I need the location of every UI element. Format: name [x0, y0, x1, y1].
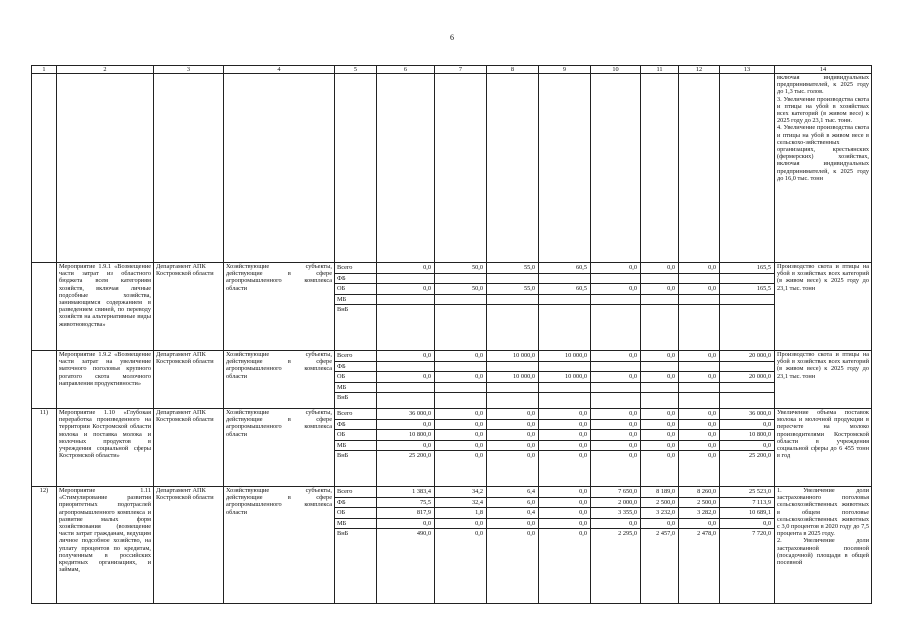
funding-sources	[335, 263, 377, 351]
header-cell: 6	[377, 66, 435, 74]
header-cell: 4	[224, 66, 335, 74]
amount-value: 0,0	[591, 409, 640, 420]
amount-value	[487, 274, 538, 285]
funding-source-label: ОБ	[335, 284, 376, 295]
amount-c9	[539, 263, 591, 351]
header-cell: 11	[641, 66, 679, 74]
amount-value: 34,2	[435, 487, 486, 498]
header-cell: 7	[435, 66, 487, 74]
amount-value	[591, 393, 640, 403]
amount-c11	[641, 487, 679, 604]
amount-value	[377, 362, 434, 373]
amount-value: 0,0	[539, 409, 590, 420]
amount-value: 0,0	[641, 441, 678, 452]
amount-c12	[679, 487, 720, 604]
amount-value	[377, 295, 434, 306]
funding-source-label: МБ	[335, 441, 376, 452]
amount-value	[487, 393, 538, 403]
amount-value: 3 355,0	[591, 508, 640, 519]
amount-c10	[591, 351, 641, 409]
executor: Департамент АПК Костромской области	[154, 263, 224, 351]
participants: Хозяйствующие субъекты, действующие в сфере агропромышленного комплекса области	[224, 487, 335, 604]
amount-value	[641, 383, 678, 394]
amount-value: 0,0	[591, 284, 640, 295]
amount-c12	[679, 351, 720, 409]
amount-value: 0,0	[641, 519, 678, 530]
funding-source-label: ВнБ	[337, 394, 349, 401]
amount-value: 0,0	[629, 452, 637, 459]
amount-value: 6,0	[487, 498, 538, 509]
amount-value: 55,0	[487, 263, 538, 274]
event-name: Мероприятие 1.11 «Стимулирование развития приоритетных подотраслей агропромышленного комплекса и развитие малых форм хозяйствования (возмещение части затрат гражданам, ведущим личное подсобное хозяйство, на уплату процентов по кредитам, полученным в российских кредитных организациях, и займам,	[57, 487, 154, 604]
amount-value: 0,0	[377, 284, 434, 295]
funding-sources	[335, 409, 377, 487]
executor: Департамент АПК Костромской области	[154, 487, 224, 604]
amount-value	[720, 362, 774, 373]
header-cell: 8	[487, 66, 539, 74]
amount-value: 0,0	[377, 351, 434, 362]
table-row	[32, 263, 872, 351]
amount-value	[435, 295, 486, 306]
funding-source-label: ФБ	[335, 274, 376, 285]
header-row	[32, 66, 872, 74]
amount-c7	[435, 263, 487, 351]
amount-value	[539, 362, 590, 373]
amount-value: 817,9	[377, 508, 434, 519]
amount-value: 0,0	[708, 452, 716, 459]
amount-value	[377, 393, 434, 403]
amount-value: 7 720,0	[752, 530, 771, 537]
amount-value	[641, 362, 678, 373]
amount-value: 10 689,1	[720, 508, 774, 519]
amount-value: 60,5	[539, 263, 590, 274]
amount-value: 2 478,0	[697, 530, 716, 537]
amount-value: 3 232,0	[641, 508, 678, 519]
amount-c9	[539, 409, 591, 487]
amount-value: 0,0	[539, 441, 590, 452]
table-row	[32, 409, 872, 487]
header-cell: 9	[539, 66, 591, 74]
continuation-row	[32, 74, 872, 263]
participants: Хозяйствующие субъекты, действующие в сфере агропромышленного комплекса области	[224, 263, 335, 351]
amount-value	[435, 393, 486, 403]
amount-value: 0,0	[591, 519, 640, 530]
amount-value: 36 000,0	[377, 409, 434, 420]
cont-cell-empty	[224, 74, 335, 263]
result-cell: Производство скота и птицы на убой в хозяйствах всех категорий (в живом весе) к 2025 году до 23,1 тыс. тонн	[775, 351, 872, 409]
table-row	[32, 487, 872, 604]
participants: Хозяйствующие субъекты, действующие в сфере агропромышленного комплекса области	[224, 409, 335, 487]
amount-value	[539, 305, 590, 315]
amount-c10	[591, 487, 641, 604]
amount-value: 0,0	[539, 487, 590, 498]
amount-value	[641, 305, 678, 315]
amount-c7	[435, 351, 487, 409]
amount-c6	[377, 409, 435, 487]
amount-value: 7 113,9	[720, 498, 774, 509]
amount-c8	[487, 351, 539, 409]
amount-c7	[435, 487, 487, 604]
amount-value: 0,0	[591, 263, 640, 274]
funding-source-label: ФБ	[335, 420, 376, 431]
amount-value	[679, 274, 719, 285]
amount-c12	[679, 263, 720, 351]
cont-cell-empty	[57, 74, 154, 263]
amount-value: 8 189,0	[641, 487, 678, 498]
amount-c6	[377, 351, 435, 409]
amount-value: 0,0	[527, 530, 535, 537]
amount-value: 0,0	[377, 441, 434, 452]
amount-value: 0,0	[641, 372, 678, 383]
amount-value	[435, 362, 486, 373]
amount-value: 2 500,0	[641, 498, 678, 509]
amount-value	[720, 274, 774, 285]
amount-value: 10 800,0	[720, 430, 774, 441]
amount-c9	[539, 351, 591, 409]
funding-source-label: ФБ	[335, 498, 376, 509]
amount-value: 10 000,0	[487, 351, 538, 362]
amount-value: 0,0	[487, 430, 538, 441]
amount-value: 10 000,0	[539, 351, 590, 362]
amount-value: 1,8	[435, 508, 486, 519]
amount-c8	[487, 487, 539, 604]
amount-value: 0,0	[667, 452, 675, 459]
cont-cell-empty	[32, 74, 57, 263]
executor: Департамент АПК Костромской области	[154, 409, 224, 487]
cont-cell-empty	[487, 74, 539, 263]
amount-value: 165,5	[720, 284, 774, 295]
amount-value: 0,0	[579, 530, 587, 537]
amount-value	[641, 274, 678, 285]
amount-c8	[487, 263, 539, 351]
amount-value: 0,0	[487, 420, 538, 431]
amount-value: 0,0	[641, 263, 678, 274]
funding-source-label: ОБ	[335, 372, 376, 383]
amount-value: 50,0	[435, 263, 486, 274]
amount-value: 0,0	[487, 519, 538, 530]
header-cell: 2	[57, 66, 154, 74]
result-cell: Производство скота и птицы на убой в хозяйствах всех категорий (в живом весе) к 2025 году до 23,1 тыс. тонн	[775, 263, 872, 351]
amount-c12	[679, 409, 720, 487]
amount-value	[591, 383, 640, 394]
funding-sources	[335, 487, 377, 604]
amount-value: 0,0	[720, 519, 774, 530]
amount-value: 75,5	[377, 498, 434, 509]
funding-source-label: Всего	[335, 351, 376, 362]
program-table	[31, 65, 872, 604]
amount-value	[679, 393, 719, 403]
amount-value: 165,5	[720, 263, 774, 274]
amount-value	[435, 274, 486, 285]
amount-value	[377, 305, 434, 315]
amount-value: 2 000,0	[591, 498, 640, 509]
amount-value: 0,0	[377, 372, 434, 383]
amount-c7	[435, 409, 487, 487]
page-number: 6	[450, 33, 454, 42]
amount-c6	[377, 263, 435, 351]
amount-value: 50,0	[435, 284, 486, 295]
cont-cell-empty	[591, 74, 641, 263]
funding-source-label: Всего	[335, 263, 376, 274]
amount-value: 0,0	[679, 372, 719, 383]
amount-value: 0,0	[641, 351, 678, 362]
funding-source-label: ВнБ	[337, 452, 349, 459]
amount-value: 0,0	[591, 420, 640, 431]
header-cell: 5	[335, 66, 377, 74]
amount-value: 10 000,0	[539, 372, 590, 383]
amount-value	[720, 383, 774, 394]
amount-value: 10 800,0	[377, 430, 434, 441]
amount-value: 0,0	[487, 441, 538, 452]
amount-value: 0,0	[377, 263, 434, 274]
amount-value: 0,0	[435, 409, 486, 420]
funding-source-label: ВнБ	[337, 306, 349, 313]
amount-value: 55,0	[487, 284, 538, 295]
cont-cell-empty	[435, 74, 487, 263]
amount-value: 0,0	[475, 530, 483, 537]
amount-value	[487, 305, 538, 315]
cont-cell-empty	[539, 74, 591, 263]
row-number: 11)	[32, 409, 57, 487]
amount-value	[641, 295, 678, 306]
amount-value: 0,0	[435, 420, 486, 431]
amount-value: 0,0	[539, 508, 590, 519]
amount-c13	[720, 409, 775, 487]
funding-source-label: Всего	[335, 487, 376, 498]
amount-c13	[720, 351, 775, 409]
cont-cell-empty	[679, 74, 720, 263]
amount-value: 0,0	[539, 430, 590, 441]
amount-value: 0,0	[435, 430, 486, 441]
executor: Департамент АПК Костромской области	[154, 351, 224, 409]
cont-cell-empty	[377, 74, 435, 263]
amount-value: 3 282,0	[679, 508, 719, 519]
amount-value	[720, 305, 774, 315]
amount-value: 0,0	[679, 519, 719, 530]
amount-value: 20 000,0	[720, 351, 774, 362]
amount-value: 60,5	[539, 284, 590, 295]
amount-value: 0,0	[641, 409, 678, 420]
amount-value: 10 000,0	[487, 372, 538, 383]
header-cell: 10	[591, 66, 641, 74]
amount-value: 0,0	[679, 284, 719, 295]
amount-value: 0,0	[641, 420, 678, 431]
header-cell: 14	[775, 66, 872, 74]
amount-value	[679, 383, 719, 394]
row-number	[32, 351, 57, 409]
amount-value	[377, 383, 434, 394]
funding-source-label: МБ	[335, 383, 376, 394]
amount-value: 0,0	[591, 441, 640, 452]
header-cell: 12	[679, 66, 720, 74]
participants: Хозяйствующие субъекты, действующие в сфере агропромышленного комплекса области	[224, 351, 335, 409]
amount-value	[591, 362, 640, 373]
amount-value: 0,0	[435, 441, 486, 452]
amount-value: 32,4	[435, 498, 486, 509]
funding-source-label: ОБ	[335, 508, 376, 519]
amount-value: 0,0	[377, 519, 434, 530]
amount-c9	[539, 487, 591, 604]
amount-value: 0,0	[539, 498, 590, 509]
amount-value: 0,0	[720, 441, 774, 452]
amount-value: 0,0	[475, 452, 483, 459]
event-name: Мероприятие 1.9.1 «Возмещение части затрат из областного бюджета всем категориям хозяйств, включая личные подсобные хозяйства, занимающимся содержанием в разведением свиней, по переводу хозяйств на альтернативные виды животноводства»	[57, 263, 154, 351]
amount-c6	[377, 487, 435, 604]
amount-value: 2 295,0	[618, 530, 637, 537]
amount-value: 0,0	[679, 430, 719, 441]
amount-value: 0,0	[435, 372, 486, 383]
amount-c8	[487, 409, 539, 487]
amount-c11	[641, 351, 679, 409]
amount-value: 0,0	[679, 441, 719, 452]
header-cell: 3	[154, 66, 224, 74]
amount-value: 6,4	[487, 487, 538, 498]
amount-value: 0,0	[527, 452, 535, 459]
amount-value: 2 457,0	[656, 530, 675, 537]
amount-value: 25 200,0	[408, 452, 431, 459]
amount-value: 36 000,0	[720, 409, 774, 420]
amount-value	[679, 295, 719, 306]
funding-source-label: ОБ	[335, 430, 376, 441]
amount-value: 0,0	[487, 409, 538, 420]
amount-value: 25 200,0	[748, 452, 771, 459]
amount-value: 0,0	[377, 420, 434, 431]
result-cell: Увеличение объема поставок молока и молочной продукции в пересчете на молоко производителями Костромской области в учреждения социальной сферы до 6 455 тонн в год	[775, 409, 872, 487]
amount-value: 0,0	[641, 284, 678, 295]
amount-value	[435, 305, 486, 315]
result-cell: включая индивидуальных предпринимателей, к 2025 году до 1,3 тыс. голов. 3. Увеличение производства скота и птицы на убой в хозяйствах всех категорий (в живом весе) к 2025 году до 23,1 тыс. тонн. 4. Увеличение производства скота и птицы на убой в живом весе в сельскохо-зяйственных организациях, крестьянских (фермерских) хозяйствах, включая индивидуальных предпринимателей, к 2025 году до 16,0 тыс. тонн	[775, 74, 872, 263]
header-cell: 13	[720, 66, 775, 74]
amount-value: 0,0	[679, 351, 719, 362]
amount-value	[591, 295, 640, 306]
amount-c13	[720, 487, 775, 604]
amount-value: 2 500,0	[679, 498, 719, 509]
amount-value: 0,0	[591, 430, 640, 441]
amount-c11	[641, 409, 679, 487]
cont-cell-empty	[154, 74, 224, 263]
event-name: Мероприятие 1.9.2 «Возмещение части затрат на увеличение маточного поголовья крупного рогатого скота молочного направления продуктивности»	[57, 351, 154, 409]
funding-source-label: ФБ	[335, 362, 376, 373]
amount-value	[591, 274, 640, 285]
amount-value	[679, 362, 719, 373]
amount-value: 0,0	[435, 519, 486, 530]
amount-c11	[641, 263, 679, 351]
amount-value	[487, 362, 538, 373]
cont-cell-empty	[335, 74, 377, 263]
amount-value: 0,0	[539, 420, 590, 431]
amount-value: 0,0	[591, 351, 640, 362]
amount-value: 0,0	[720, 420, 774, 431]
amount-value	[487, 295, 538, 306]
amount-value	[720, 393, 774, 403]
amount-value: 0,0	[679, 409, 719, 420]
amount-value	[539, 383, 590, 394]
amount-value	[539, 295, 590, 306]
amount-value: 0,0	[435, 351, 486, 362]
amount-value: 1 383,4	[377, 487, 434, 498]
row-number	[32, 263, 57, 351]
amount-value: 0,0	[679, 263, 719, 274]
funding-sources	[335, 351, 377, 409]
funding-source-label: МБ	[335, 519, 376, 530]
amount-value: 0,0	[679, 420, 719, 431]
amount-value	[539, 393, 590, 403]
cont-cell-empty	[720, 74, 775, 263]
amount-value	[377, 274, 434, 285]
amount-value: 0,4	[487, 508, 538, 519]
amount-value	[539, 274, 590, 285]
amount-value	[641, 393, 678, 403]
amount-value: 490,0	[416, 530, 431, 537]
amount-value	[591, 305, 640, 315]
amount-c10	[591, 263, 641, 351]
funding-source-label: МБ	[335, 295, 376, 306]
amount-value: 25 523,0	[720, 487, 774, 498]
amount-value	[720, 295, 774, 306]
amount-value: 7 650,0	[591, 487, 640, 498]
amount-c10	[591, 409, 641, 487]
amount-value: 0,0	[579, 452, 587, 459]
amount-value: 20 000,0	[720, 372, 774, 383]
table-row	[32, 351, 872, 409]
funding-source-label: Всего	[335, 409, 376, 420]
row-number: 12)	[32, 487, 57, 604]
amount-value: 0,0	[591, 372, 640, 383]
event-name: Мероприятие 1.10 «Глубокая переработка произведенного на территории Костромской области молока и поставка молока и молочных продуктов в учреждения социальной сферы Костромской области»	[57, 409, 154, 487]
result-cell: 1. Увеличение доли застрахованного поголовья сельскохозяйственных животных в общем поголовье сельскохозяйственных животных с 3,0 процентов в 2020 году до 7,5 процента в 2025 году. 2. Увеличение доли застрахованной посевной (посадочной) площади в общей посевной	[775, 487, 872, 604]
header-cell: 1	[32, 66, 57, 74]
amount-value: 0,0	[539, 519, 590, 530]
amount-value: 8 260,0	[679, 487, 719, 498]
funding-source-label: ВнБ	[337, 530, 349, 537]
amount-value	[435, 383, 486, 394]
amount-value: 0,0	[641, 430, 678, 441]
cont-cell-empty	[641, 74, 679, 263]
amount-value	[487, 383, 538, 394]
amount-c13	[720, 263, 775, 351]
amount-value	[679, 305, 719, 315]
